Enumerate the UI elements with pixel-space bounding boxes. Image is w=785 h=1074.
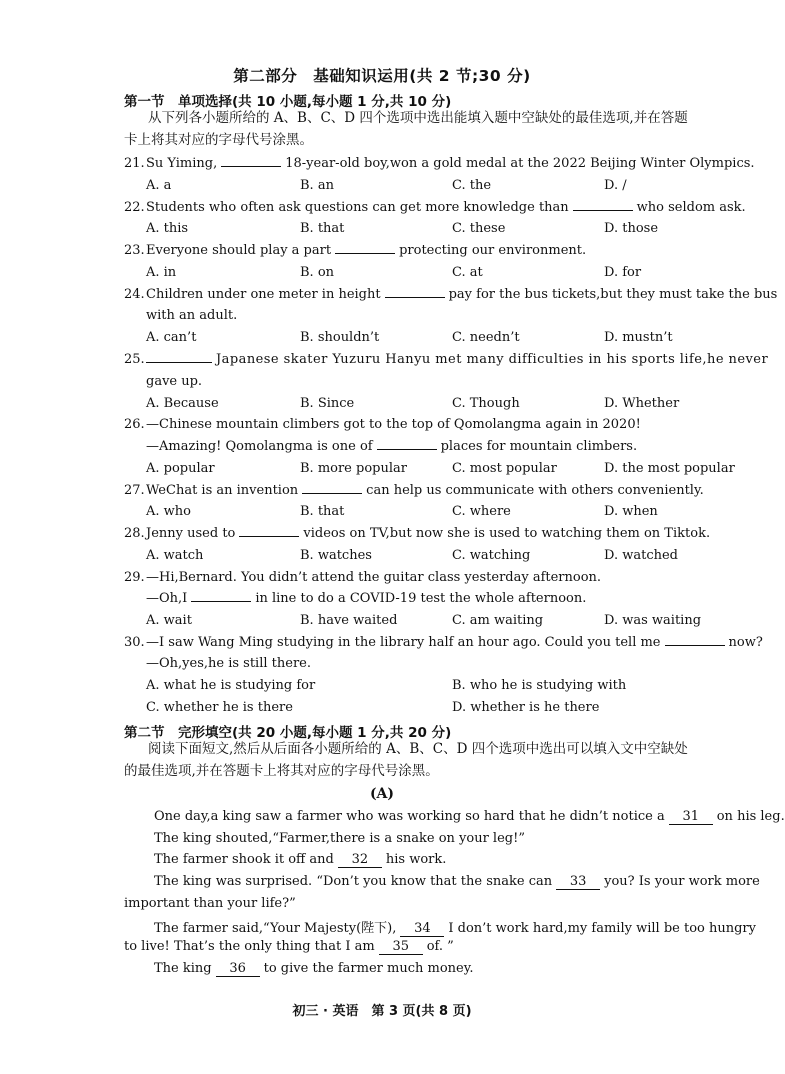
option-d: D. the most popular [604,461,735,476]
option-a: A. what he is studying for [146,678,316,693]
option-c: C. the [452,178,492,193]
answer-blank [302,483,362,494]
option-a: A. in [146,265,177,280]
passage-line-4: The king was surprised. “Don’t you know that the snake can 33 you? Is your work more [154,874,760,889]
option-d: D. / [604,178,627,193]
passage-line-3: The farmer shook it off and 32 his work. [154,852,447,867]
option-c: C. Though [452,396,520,411]
question-26: 26. —Chinese mountain climbers got to the top of Qomolangma again in 2020! [124,417,641,432]
passage-line-2: The king shouted,“Farmer,there is a snake on your leg!” [154,831,525,846]
option-b: B. that [300,504,345,519]
question-30-reply: —Oh,yes,he is still there. [146,656,311,671]
passage-label: (A) [369,786,395,802]
option-b: B. who he is studying with [452,678,627,693]
options-23 [146,265,746,283]
question-24-cont: with an adult. [146,308,238,323]
option-c: C. needn’t [452,330,520,345]
option-d: D. watched [604,548,678,563]
options-22 [146,221,746,239]
section1-instruction [124,108,744,151]
instruction-line-1: 阅读下面短文,然后从后面各小题所给的 A、B、C、D 四个选项中选出可以填入文中空缺处 [148,741,688,757]
answer-blank [335,243,395,254]
option-b: B. on [300,265,335,280]
option-a: A. popular [146,461,215,476]
instruction-line-1: 从下列各小题所给的 A、B、C、D 四个选项中选出能填入题中空缺处的最佳选项,并在答题 [148,110,688,126]
option-d: D. when [604,504,658,519]
option-d: D. mustn’t [604,330,673,345]
option-b: B. that [300,221,345,236]
passage-line-7: to live! That’s the only thing that I am 35 of. ” [124,939,454,954]
option-c: C. at [452,265,483,280]
option-d: D. Whether [604,396,680,411]
option-a: A. this [146,221,189,236]
instruction-line-2: 卡上将其对应的字母代号涂黑。 [124,131,313,148]
answer-blank [191,591,251,602]
instruction-line-2: 的最佳选项,并在答题卡上将其对应的字母代号涂黑。 [124,762,439,779]
answer-blank [377,439,437,450]
answer-blank [665,635,725,646]
blank-31: 31 [669,810,713,825]
option-c: C. most popular [452,461,557,476]
option-c: C. whether he is there [146,700,293,715]
options-24 [146,330,746,348]
answer-blank [385,287,445,298]
passage-line-6: The farmer said,“Your Majesty(陛下), 34 I don’t work hard,my family will be too hungry [154,921,756,936]
option-a: A. Because [146,396,219,411]
options-28 [146,548,746,566]
answer-blank [146,352,212,363]
option-a: A. watch [146,548,204,563]
option-a: A. who [146,504,191,519]
question-23: 23. Everyone should play a part protecting our environment. [124,243,587,258]
option-d: D. whether is he there [452,700,600,715]
option-d: D. was waiting [604,613,702,628]
option-c: C. these [452,221,506,236]
passage-line-5: important than your life?” [124,896,296,911]
options-30-row2 [146,700,746,718]
section1-heading: 第一节 单项选择(共 10 小题,每小题 1 分,共 10 分) [124,94,452,110]
question-21: 21. Su Yiming, 18-year-old boy,won a gold medal at the 2022 Beijing Winter Olympics. [124,156,755,171]
question-24: 24. Children under one meter in height pay for the bus tickets,but they must take the bus [124,287,778,302]
question-25: 25. Japanese skater Yuzuru Hanyu met many difficulties in his sports life,he never [124,352,769,367]
passage-line-8: The king 36 to give the farmer much money. [154,961,474,976]
option-b: B. shouldn’t [300,330,380,345]
question-25-cont: gave up. [146,374,203,389]
section2-heading: 第二节 完形填空(共 20 小题,每小题 1 分,共 20 分) [124,725,452,741]
answer-blank [573,200,633,211]
option-b: B. an [300,178,334,193]
options-30-row1 [146,678,746,696]
page-footer: 初三 · 英语 第 3 页(共 8 页) [292,1004,472,1019]
blank-33: 33 [556,875,600,890]
option-b: B. watches [300,548,372,563]
blank-36: 36 [216,962,260,977]
options-25 [146,396,746,414]
option-c: C. where [452,504,511,519]
answer-blank [221,156,281,167]
answer-blank [239,526,299,537]
blank-34: 34 [400,922,444,937]
option-c: C. am waiting [452,613,544,628]
option-b: B. more popular [300,461,407,476]
options-29 [146,613,746,631]
question-28: 28. Jenny used to videos on TV,but now she is used to watching them on Tiktok. [124,526,711,541]
option-b: B. have waited [300,613,398,628]
question-29: 29. —Hi,Bernard. You didn’t attend the guitar class yesterday afternoon. [124,570,602,585]
question-30: 30. —I saw Wang Ming studying in the library half an hour ago. Could you tell me now? [124,635,763,650]
options-26 [146,461,746,479]
question-22: 22. Students who often ask questions can get more knowledge than who seldom ask. [124,200,746,215]
question-29-reply: —Oh,I in line to do a COVID-19 test the whole afternoon. [146,591,587,606]
passage-line-1: One day,a king saw a farmer who was working so hard that he didn’t notice a 31 on his leg. [154,809,785,824]
options-27 [146,504,746,522]
option-a: A. wait [146,613,192,628]
question-26-reply: —Amazing! Qomolangma is one of places for mountain climbers. [146,439,638,454]
option-c: C. watching [452,548,531,563]
option-a: A. a [146,178,172,193]
option-b: B. Since [300,396,355,411]
section2-instruction [124,739,744,782]
blank-35: 35 [379,940,423,955]
option-d: D. for [604,265,642,280]
question-27: 27. WeChat is an invention can help us communicate with others conveniently. [124,483,704,498]
part-title: 第二部分 基础知识运用(共 2 节;30 分) [233,67,531,85]
option-d: D. those [604,221,659,236]
options-21 [146,178,746,196]
blank-32: 32 [338,853,382,868]
option-a: A. can’t [146,330,197,345]
